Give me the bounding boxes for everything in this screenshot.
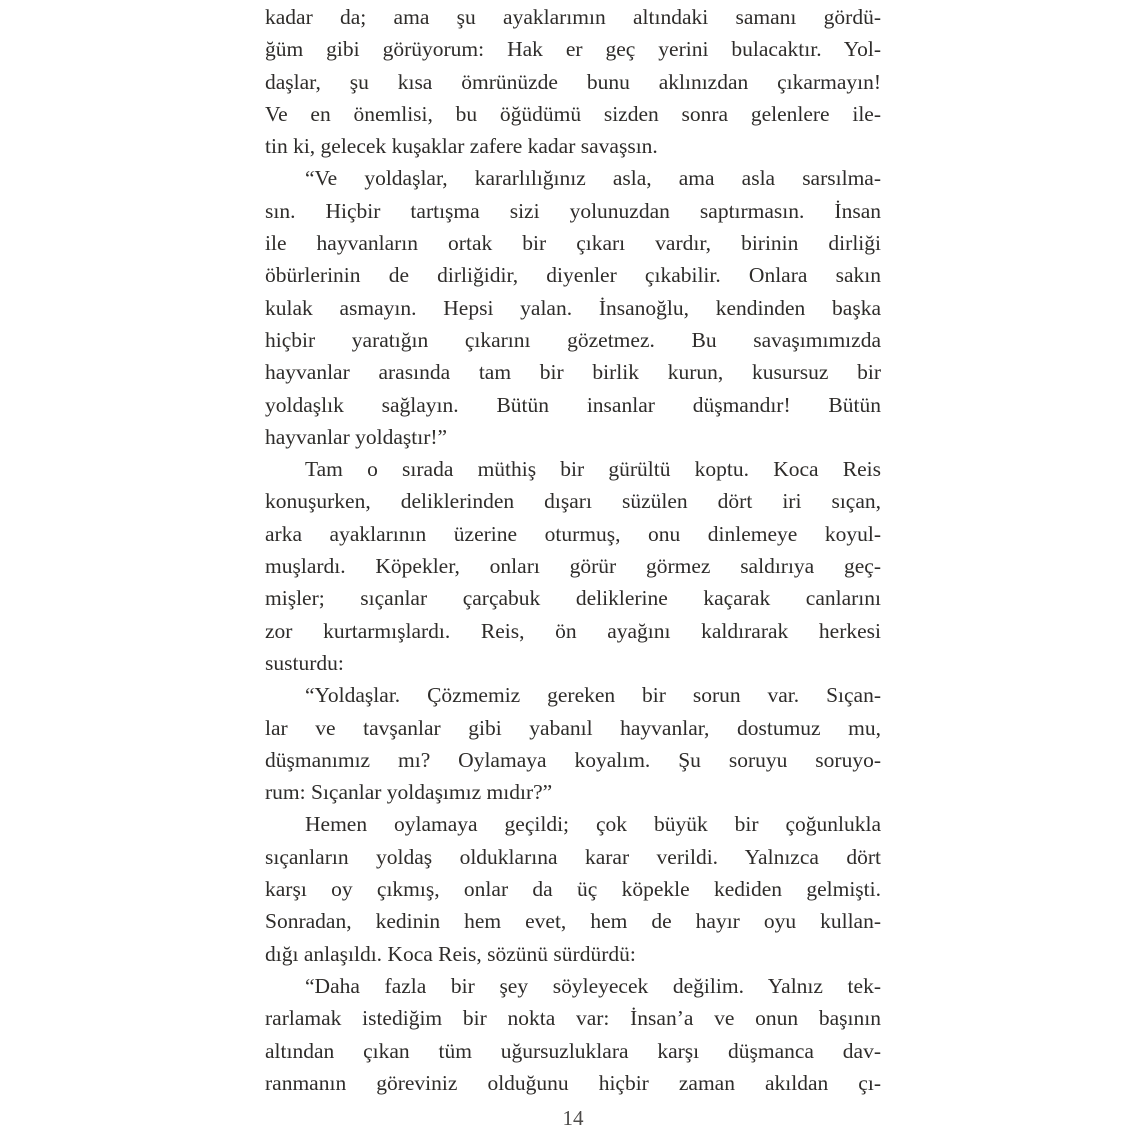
text-line: altından çıkan tüm uğursuzluklara karşı düşmanca dav- (265, 1038, 881, 1063)
text-line: “Yoldaşlar. Çözmemiz gereken bir sorun var. Sıçan- (305, 683, 881, 708)
text-line: lar ve tavşanlar gibi yabanıl hayvanlar, dostumuz mu, (265, 715, 881, 740)
text-line: konuşurken, deliklerinden dışarı süzülen dört iri sıçan, (265, 489, 881, 514)
text-line: karşı oy çıkmış, onlar da üç köpekle kediden gelmişti. (265, 877, 881, 902)
text-line: arka ayaklarının üzerine oturmuş, onu dinlemeye koyul- (265, 521, 881, 546)
text-line: rarlamak istediğim bir nokta var: İnsan’a ve onun başının (265, 1006, 881, 1031)
text-line: Hemen oylamaya geçildi; çok büyük bir çoğunlukla (305, 812, 881, 837)
text-line: rum: Sıçanlar yoldaşımız mıdır?” (265, 780, 553, 805)
text-line: “Daha fazla bir şey söyleyecek değilim. Yalnız tek- (305, 973, 881, 998)
text-line: kulak asmayın. Hepsi yalan. İnsanoğlu, kendinden başka (265, 295, 881, 320)
text-line: yoldaşlık sağlayın. Bütün insanlar düşmandır! Bütün (265, 392, 881, 417)
text-line: susturdu: (265, 650, 344, 675)
text-line: tin ki, gelecek kuşaklar zafere kadar savaşsın. (265, 134, 658, 159)
text-line: Ve en önemlisi, bu öğüdümü sizden sonra gelenlere ile- (265, 101, 881, 126)
text-line: daşlar, şu kısa ömrünüzde bunu aklınızdan çıkarmayın! (265, 69, 881, 94)
text-line: hayvanlar yoldaştır!” (265, 424, 448, 449)
text-line: ğüm gibi görüyorum: Hak er geç yerini bulacaktır. Yol- (265, 37, 881, 62)
text-line: düşmanımız mı? Oylamaya koyalım. Şu soruyu soruyo- (265, 747, 881, 772)
text-line: ranmanın göreviniz olduğunu hiçbir zaman akıldan çı- (265, 1070, 881, 1095)
text-line: zor kurtarmışlardı. Reis, ön ayağını kaldırarak herkesi (265, 618, 881, 643)
page-number: 14 (562, 1106, 584, 1130)
text-line: Sonradan, kedinin hem evet, hem de hayır oyu kullan- (265, 909, 881, 934)
text-line: mişler; sıçanlar çarçabuk deliklerine kaçarak canlarını (265, 586, 881, 611)
text-line: muşlardı. Köpekler, onları görür görmez saldırıya geç- (265, 554, 881, 579)
text-line: “Ve yoldaşlar, kararlılığınız asla, ama asla sarsılma- (305, 166, 881, 191)
text-line: kadar da; ama şu ayaklarımın altındaki samanı gördü- (265, 5, 881, 29)
text-line: hayvanlar arasında tam bir birlik kurun, kusursuz bir (265, 360, 881, 385)
page-text-block (265, 1, 881, 1099)
text-line: dığı anlaşıldı. Koca Reis, sözünü sürdürdü: (265, 941, 636, 966)
text-line: sıçanların yoldaş olduklarına karar verildi. Yalnızca dört (265, 844, 881, 869)
text-line: öbürlerinin de dirliğidir, diyenler çıkabilir. Onlara sakın (265, 263, 881, 288)
text-line: sın. Hiçbir tartışma sizi yolunuzdan saptırmasın. İnsan (265, 198, 881, 223)
text-line: ile hayvanların ortak bir çıkarı vardır, birinin dirliği (265, 231, 881, 256)
text-line: hiçbir yaratığın çıkarını gözetmez. Bu savaşımımızda (265, 327, 881, 352)
text-line: Tam o sırada müthiş bir gürültü koptu. Koca Reis (305, 457, 881, 482)
